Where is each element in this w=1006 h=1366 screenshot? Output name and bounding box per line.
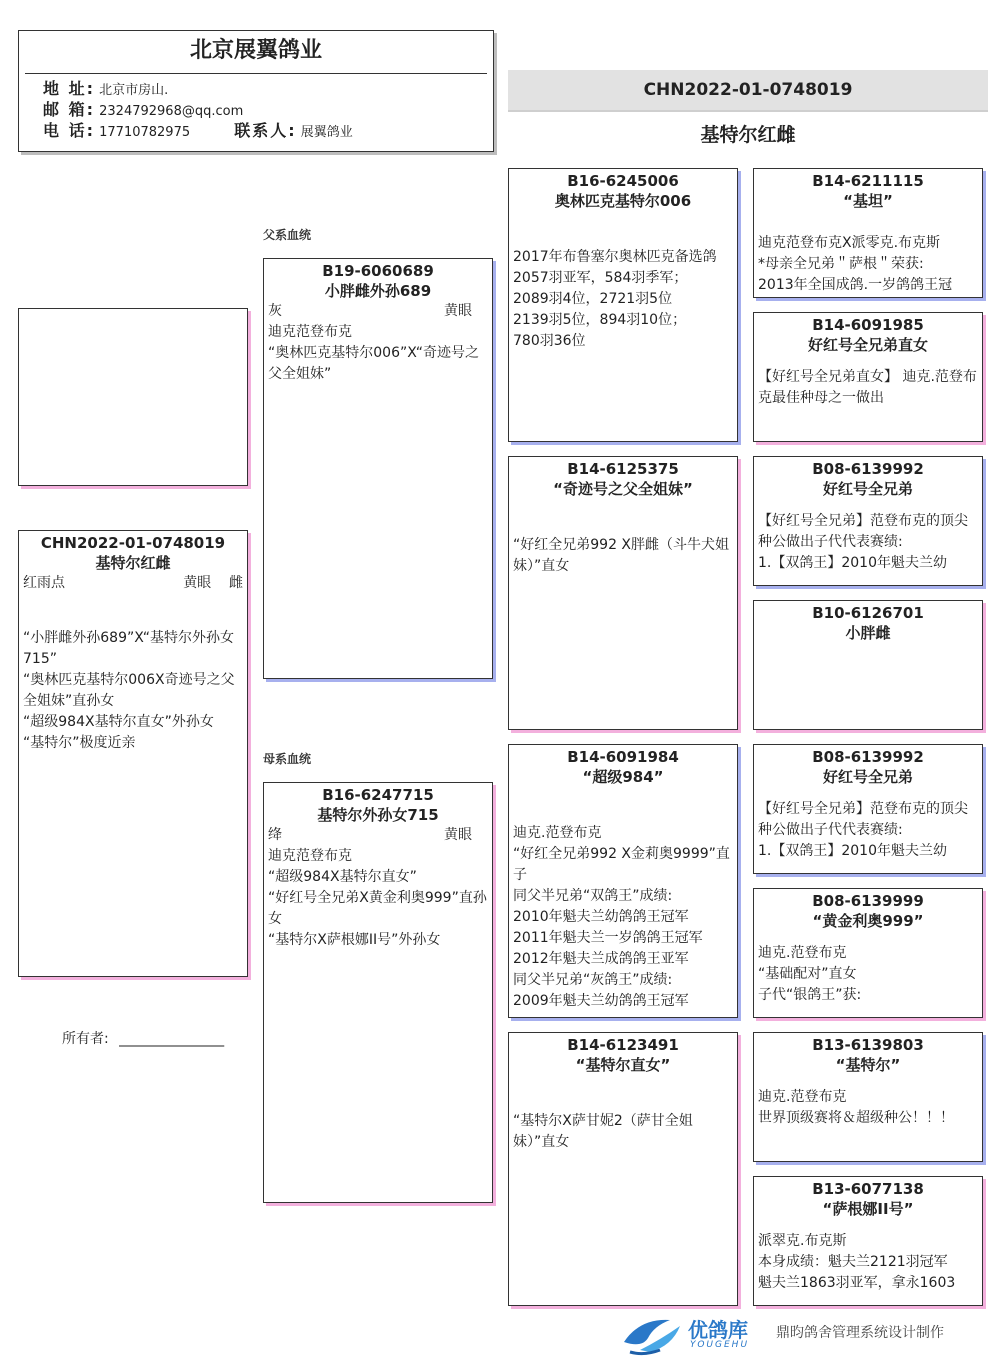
note-line: *母亲全兄弟＂萨根＂荣获:: [758, 256, 924, 272]
dam-traits: [264, 825, 492, 846]
ggp-name: 好红号全兄弟: [822, 768, 913, 786]
note-line: 2011年魁夫兰一岁鸽鸽王冠军: [513, 930, 703, 946]
top-pigeon-name: 基特尔红雌: [700, 124, 796, 146]
great-grandparent-card-1: [753, 168, 983, 298]
note-line: “小胖雌外孙689”X“基特尔外孙女715”: [23, 630, 234, 667]
ggp-notes: [754, 943, 982, 1006]
note-line: 1.【双鸽王】2010年魁夫兰幼: [758, 555, 947, 571]
sire-name: 小胖雌外孙689: [324, 282, 432, 300]
note-line: 2013年全国成鸽.一岁鸽鸽王冠: [758, 277, 953, 293]
sire-color: 灰: [268, 303, 282, 319]
note-line: “好红全兄弟992 X金莉奥9999”直子: [513, 846, 730, 883]
dam-ring: B16-6247715: [322, 786, 434, 804]
brand-subtitle: YOUGEHU: [690, 1340, 750, 1350]
phone-row: [19, 120, 493, 143]
note-line: 派翠克.布克斯: [758, 1233, 847, 1249]
note-line: 本身成绩：魁夫兰2121羽冠军: [758, 1254, 948, 1270]
note-line: 780羽36位: [513, 333, 586, 349]
dam-name: 基特尔外孙女715: [317, 806, 439, 824]
subject-color: 红雨点: [23, 575, 65, 591]
gp-notes: [509, 247, 737, 352]
note-line: 迪克范登布克X派零克.布克斯: [758, 235, 941, 251]
great-grandparent-card-2: [753, 312, 983, 442]
header-divider: [25, 73, 487, 74]
great-grandparent-card-6: [753, 888, 983, 1018]
dam-notes: [264, 846, 492, 951]
email-value: 2324792968@qq.com: [99, 104, 244, 119]
ggp-ring: B13-6077138: [812, 1180, 924, 1198]
note-line: “基础配对”直女: [758, 966, 857, 982]
ggp-ring: B14-6091985: [812, 316, 924, 334]
ggp-name: “萨根娜II号”: [822, 1200, 914, 1218]
subject-name: 基特尔红雌: [95, 554, 171, 572]
dam-card: [263, 782, 493, 1203]
note-line: “基特尔”极度近亲: [23, 735, 136, 751]
gp-name: “奇迹号之父全姐妹”: [553, 480, 693, 498]
ggp-name: “基坦”: [843, 192, 893, 210]
address-row: [19, 78, 493, 101]
note-line: 迪克范登布克: [268, 848, 352, 864]
email-label: 邮 箱:: [43, 100, 95, 119]
note-line: 【好红号全兄弟】范登布克的顶尖种公做出子代代表赛绩:: [758, 513, 968, 550]
note-line: 2017年布鲁塞尔奥林匹克备选鸽: [513, 249, 717, 265]
great-grandparent-card-3: [753, 456, 983, 586]
note-line: 2139羽5位，894羽10位；: [513, 312, 687, 328]
ggp-name: 好红号全兄弟直女: [807, 336, 928, 354]
ggp-name: “基特尔”: [835, 1056, 901, 1074]
ggp-ring: B08-6139992: [812, 460, 924, 478]
gp-ring: B14-6091984: [567, 748, 679, 766]
subject-eye-sex: [183, 573, 243, 594]
owner-field: [62, 1028, 224, 1048]
note-line: “好红号全兄弟X黄金利奥999”直孙女: [268, 890, 487, 927]
loft-header: [18, 30, 494, 152]
note-line: 同父半兄弟“双鸽王”成绩:: [513, 888, 673, 904]
gp-notes: [509, 823, 737, 1012]
dam-eye: 黄眼: [444, 827, 472, 843]
gp-name: “超级984”: [582, 768, 664, 786]
sire-eye: 黄眼: [444, 303, 472, 319]
contact-value: 展翼鸽业: [300, 125, 353, 140]
ggp-name: “黄金利奥999”: [812, 912, 924, 930]
note-line: 子代“银鸽王”获:: [758, 987, 862, 1003]
brand-name: 优鸽库: [688, 1318, 748, 1342]
ggp-ring: B10-6126701: [812, 604, 924, 622]
ggp-ring: B08-6139992: [812, 748, 924, 766]
note-line: “超级984X基特尔直女”: [268, 869, 417, 885]
note-line: 迪克.范登布克: [758, 1089, 847, 1105]
phone-value: 17710782975: [99, 125, 191, 140]
note-line: “好红全兄弟992 X胖雌（斗牛犬姐妹）”直女: [513, 537, 730, 574]
subject-traits: [19, 573, 247, 594]
ggp-notes: [754, 1087, 982, 1129]
ggp-ring: B14-6211115: [812, 172, 924, 190]
note-line: 世界顶级赛将＆超级种公！！！: [758, 1110, 954, 1126]
sire-line-label: 父系血统: [263, 228, 312, 242]
grandparent-card-2: [508, 456, 738, 730]
subject-card: [18, 530, 248, 977]
top-ring-number: CHN2022-01-0748019: [508, 70, 988, 112]
sire-card: [263, 258, 493, 679]
note-line: 迪克.范登布克: [513, 825, 602, 841]
phone-label: 电 话:: [43, 121, 95, 140]
ggp-notes: [754, 511, 982, 574]
subject-sex: 雌: [229, 575, 243, 591]
note-line: 魁夫兰1863羽亚军，拿永1603: [758, 1275, 956, 1291]
note-line: 迪克范登布克: [268, 324, 352, 340]
ggp-notes: [754, 233, 982, 296]
email-row: [19, 99, 493, 122]
ggp-ring: B13-6139803: [812, 1036, 924, 1054]
gp-name: “基特尔直女”: [575, 1056, 671, 1074]
note-line: “奥林匹克基特尔006X奇迹号之父全姐妹”直孙女: [23, 672, 235, 709]
ggp-name: 小胖雌: [845, 624, 891, 642]
note-line: 2009年魁夫兰幼鸽鸽王冠军: [513, 993, 689, 1009]
note-line: 迪克.范登布克: [758, 945, 847, 961]
gp-name: 奥林匹克基特尔006: [554, 192, 692, 210]
great-grandparent-card-7: [753, 1032, 983, 1162]
ggp-name: 好红号全兄弟: [822, 480, 913, 498]
address-value: 北京市房山.: [99, 83, 169, 98]
owner-line: _______________: [119, 1031, 225, 1047]
dam-color: 绛: [268, 827, 282, 843]
ggp-ring: B08-6139999: [812, 892, 924, 910]
yougehu-logo-icon: [620, 1312, 686, 1356]
gp-ring: B14-6123491: [567, 1036, 679, 1054]
note-line: “基特尔X萨根娜II号”外孙女: [268, 932, 441, 948]
gp-ring: B16-6245006: [567, 172, 679, 190]
note-line: 【好红号全兄弟直女】 迪克.范登布克最佳种母之一做出: [758, 369, 977, 406]
gp-ring: B14-6125375: [567, 460, 679, 478]
footer-logo: [620, 1312, 1000, 1358]
note-line: “基特尔X萨甘妮2（萨甘全姐妹）”直女: [513, 1113, 693, 1150]
note-line: “奥林匹克基特尔006”X“奇迹号之父全姐妹”: [268, 345, 479, 382]
great-grandparent-card-4: [753, 600, 983, 730]
note-line: “超级984X基特尔直女”外孙女: [23, 714, 214, 730]
grandparent-card-1: [508, 168, 738, 442]
grandparent-card-3: [508, 744, 738, 1018]
footer-credit: 鼎昀鸽舍管理系统设计制作: [776, 1325, 944, 1341]
ggp-notes: [754, 1231, 982, 1294]
gp-notes: [509, 1111, 737, 1153]
sire-ring: B19-6060689: [322, 262, 434, 280]
owner-label: 所有者:: [62, 1031, 109, 1047]
sire-notes: [264, 322, 492, 385]
grandparent-card-4: [508, 1032, 738, 1306]
loft-title: 北京展翼鸽业: [189, 38, 322, 63]
note-line: 1.【双鸽王】2010年魁夫兰幼: [758, 843, 947, 859]
subject-eye: 黄眼: [183, 575, 212, 591]
note-line: 2057羽亚军，584羽季军；: [513, 270, 688, 286]
dam-line-label: 母系血统: [263, 752, 312, 766]
gp-notes: [509, 535, 737, 577]
note-line: 【好红号全兄弟】范登布克的顶尖种公做出子代代表赛绩:: [758, 801, 968, 838]
sire-traits: [264, 301, 492, 322]
great-grandparent-card-8: [753, 1176, 983, 1306]
address-label: 地 址:: [43, 79, 95, 98]
photo-frame: [18, 308, 248, 486]
note-line: 同父半兄弟“灰鸽王”成绩:: [513, 972, 673, 988]
subject-ring: CHN2022-01-0748019: [40, 534, 226, 552]
note-line: 2010年魁夫兰幼鸽鸽王冠军: [513, 909, 689, 925]
note-line: 2012年魁夫兰成鸽鸽王亚军: [513, 951, 689, 967]
note-line: 2089羽4位，2721羽5位: [513, 291, 673, 307]
subject-notes: [19, 628, 247, 754]
ggp-notes: [754, 367, 982, 409]
great-grandparent-card-5: [753, 744, 983, 874]
ggp-notes: [754, 799, 982, 862]
contact-label: 联系人:: [234, 121, 297, 140]
